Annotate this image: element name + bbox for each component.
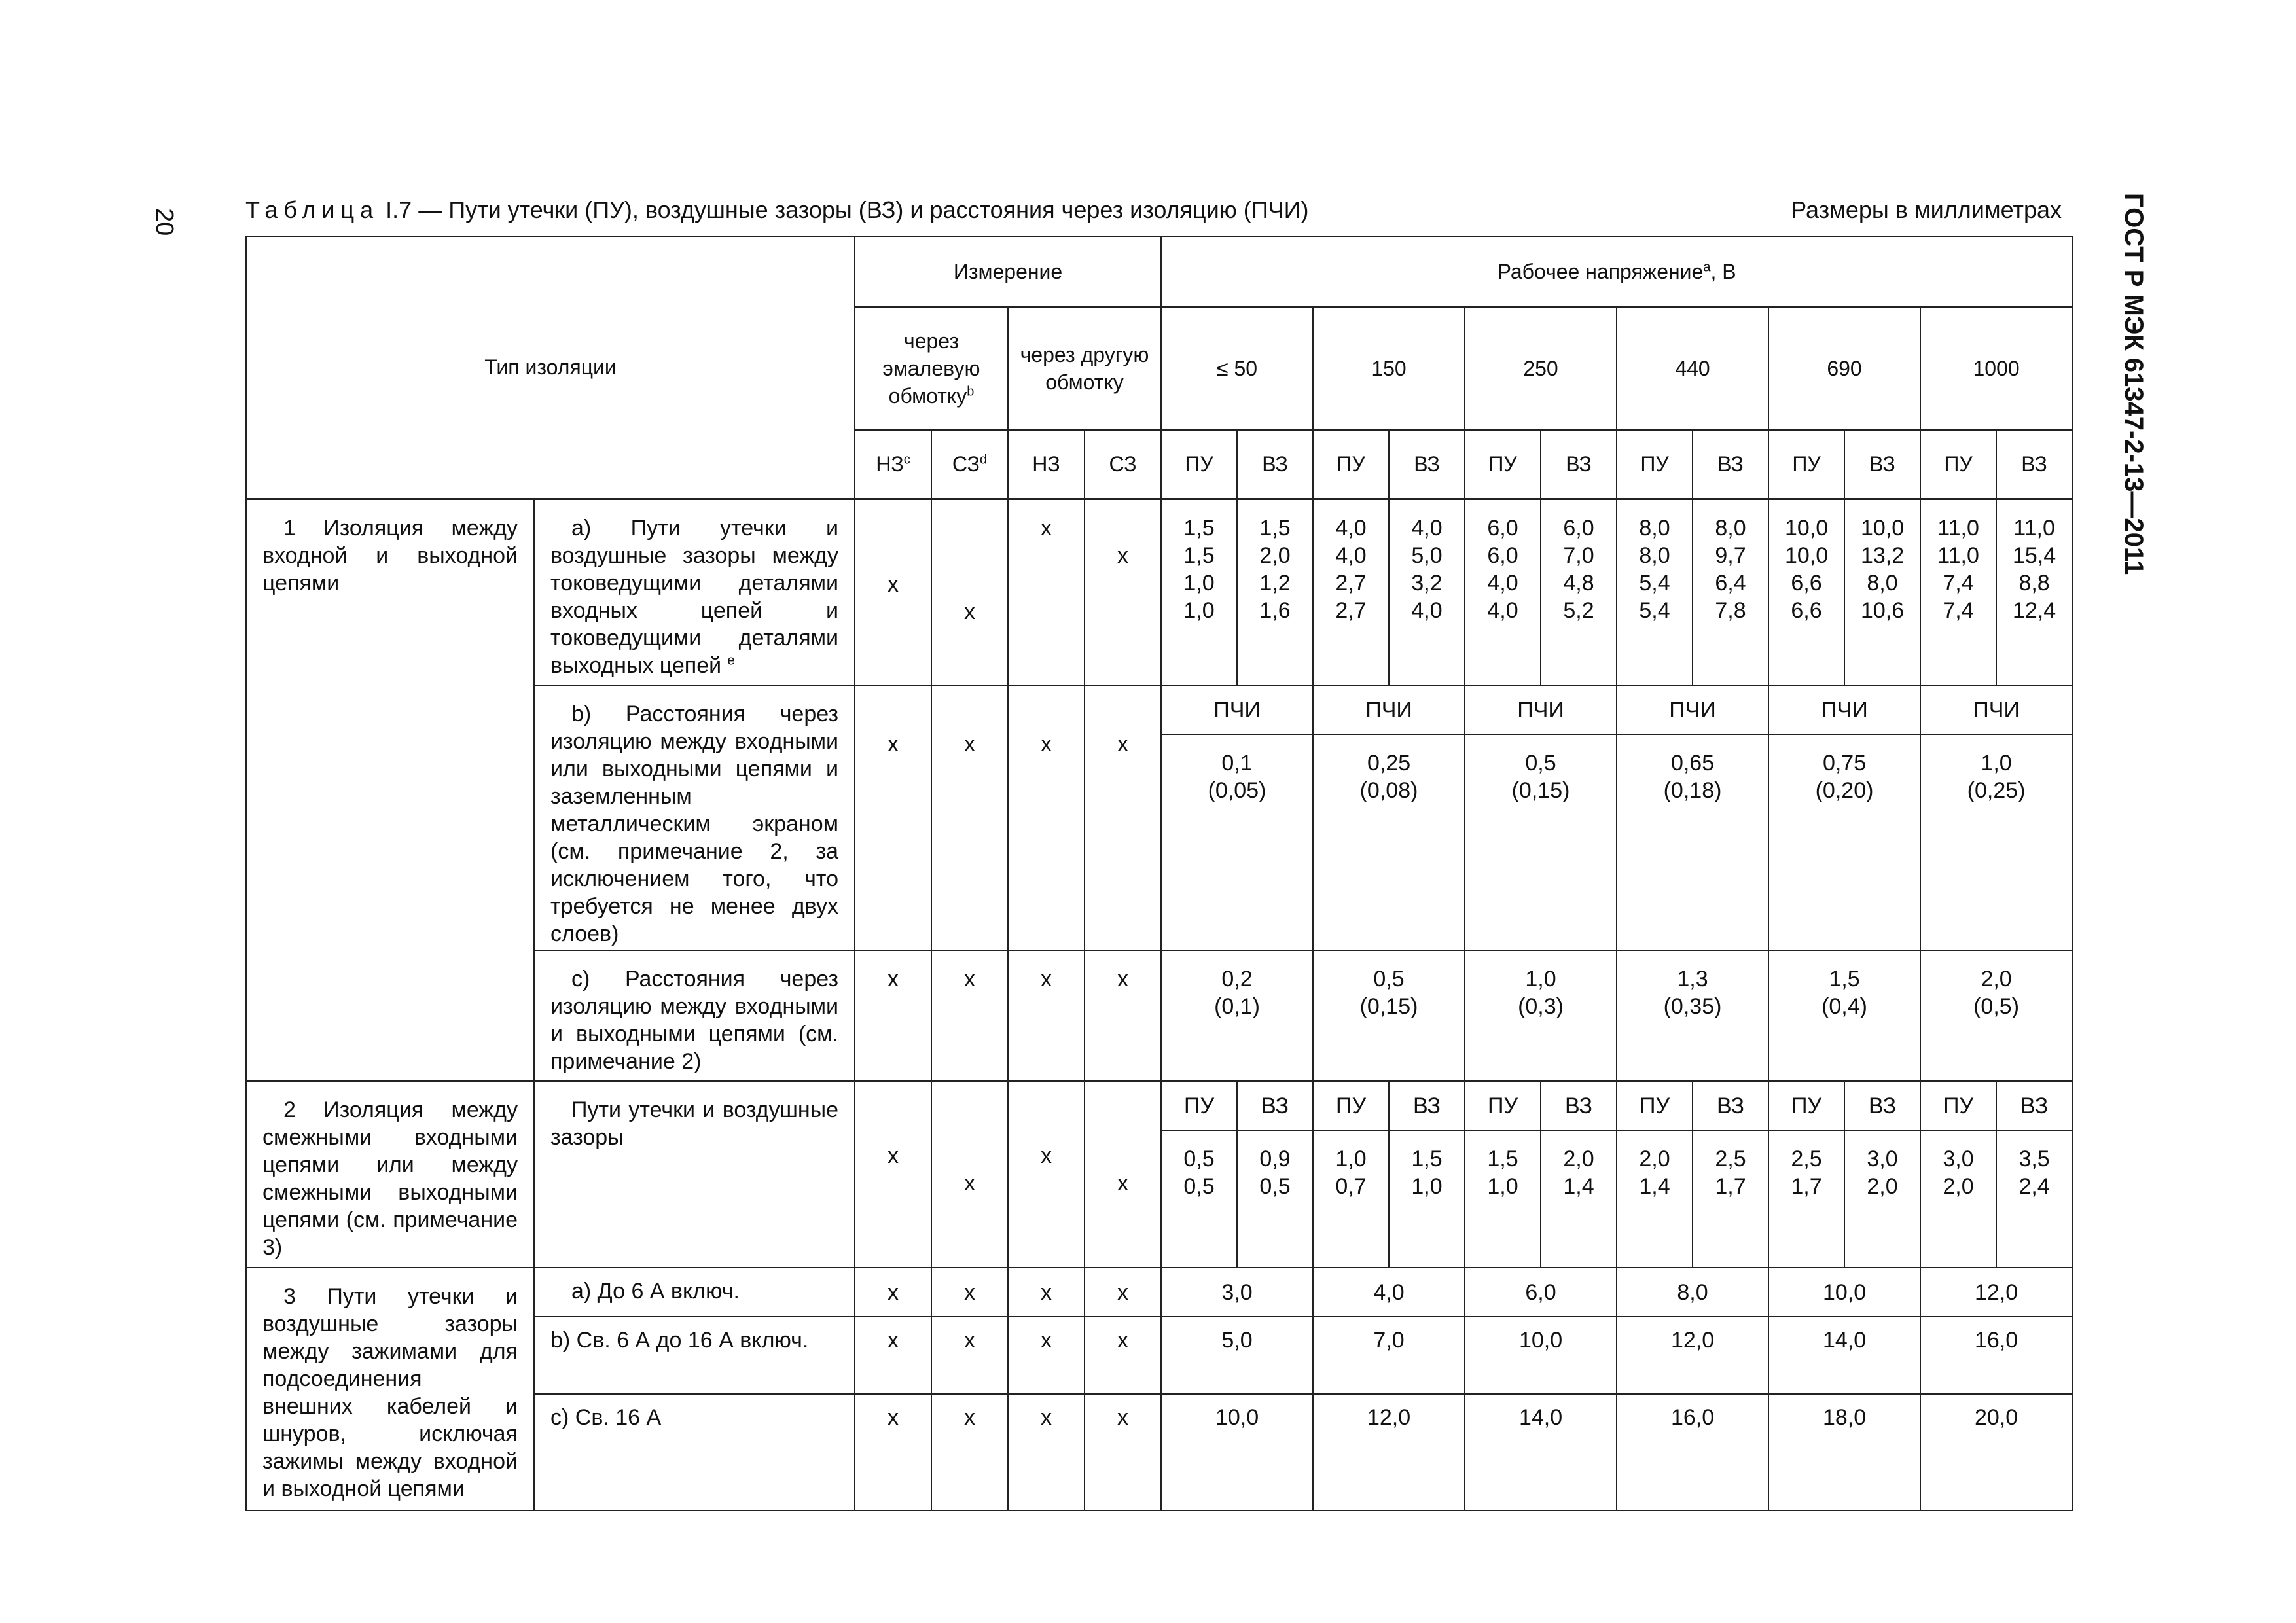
table-caption [245, 196, 1309, 224]
mark-cell: x [855, 685, 931, 950]
value-cell: 10,0 [1768, 1268, 1920, 1317]
pchi-header: ПЧИ [1313, 685, 1465, 734]
pchi-header: ПЧИ [1920, 685, 2072, 734]
value-cell: 14,0 [1768, 1317, 1920, 1394]
row-1a-label [534, 499, 855, 685]
header-nz [855, 430, 931, 499]
mark-cell: x [1085, 1317, 1161, 1394]
header-enamel-winding [855, 307, 1008, 430]
header-other-winding: через другую обмотку [1008, 307, 1161, 430]
mark-cell: x [931, 685, 1008, 950]
clearance-table [245, 236, 2073, 1511]
mark-cell: x [931, 1394, 1008, 1510]
value-cell: 2,5 1,7 [1768, 1130, 1844, 1268]
working-voltage-footnote: a [1703, 260, 1711, 275]
pchi-value: 0,1 (0,05) [1161, 734, 1313, 950]
header-voltage: 440 [1617, 307, 1768, 430]
pchi-header: ПЧИ [1465, 685, 1617, 734]
value-cell: 1,5 1,0 [1389, 1130, 1465, 1268]
value-cell: 0,9 0,5 [1237, 1130, 1313, 1268]
mark-cell: x [855, 950, 931, 1081]
header-vz: ВЗ [1389, 430, 1465, 499]
value-cell: 1,0 0,7 [1313, 1130, 1389, 1268]
mark-cell: x [1085, 1394, 1161, 1510]
table-caption-text: I.7 — Пути утечки (ПУ), воздушные зазоры (ВЗ) и расстояния через изоляцию (ПЧИ) [386, 196, 1309, 223]
row-group-3: 3 Пути утечки и воздушные зазоры между зажимами для подсоединения внешних кабелей и шнуров, исключая зажимы между входной и выходной цепями [246, 1268, 534, 1510]
header-vz: ВЗ [1237, 430, 1313, 499]
pchi-value: 1,5 (0,4) [1768, 950, 1920, 1081]
mark-cell: x [1008, 1394, 1085, 1510]
value-cell: 10,0 13,2 8,0 10,6 [1844, 499, 1920, 685]
enamel-winding-footnote: b [967, 384, 975, 399]
value-cell: 2,5 1,7 [1693, 1130, 1768, 1268]
pchi-value: 0,65 (0,18) [1617, 734, 1768, 950]
mark-cell: x [1085, 685, 1161, 950]
header-voltage: 250 [1465, 307, 1617, 430]
header-pu: ПУ [1617, 430, 1693, 499]
row-1a-footnote: e [727, 653, 735, 668]
pchi-header: ПЧИ [1161, 685, 1313, 734]
header-vz: ВЗ [1996, 1081, 2072, 1130]
mark-cell: x [931, 499, 1008, 685]
header-nz-other: НЗ [1008, 430, 1085, 499]
pchi-value: 0,2 (0,1) [1161, 950, 1313, 1081]
value-cell: 0,5 0,5 [1161, 1130, 1237, 1268]
units-note: Размеры в миллиметрах [1791, 196, 2062, 223]
value-cell: 3,0 2,0 [1920, 1130, 1996, 1268]
value-cell: 2,0 1,4 [1617, 1130, 1693, 1268]
pchi-value: 2,0 (0,5) [1920, 950, 2072, 1081]
mark-cell: x [1008, 499, 1085, 685]
pchi-header: ПЧИ [1617, 685, 1768, 734]
value-cell: 20,0 [1920, 1394, 2072, 1510]
value-cell: 4,0 5,0 3,2 4,0 [1389, 499, 1465, 685]
value-cell: 16,0 [1920, 1317, 2072, 1394]
value-cell: 10,0 10,0 6,6 6,6 [1768, 499, 1844, 685]
header-pu: ПУ [1768, 430, 1844, 499]
value-cell: 4,0 [1313, 1268, 1465, 1317]
mark-cell: x [1085, 950, 1161, 1081]
pchi-value: 1,0 (0,3) [1465, 950, 1617, 1081]
mark-cell: x [1008, 1081, 1085, 1268]
value-cell: 11,0 11,0 7,4 7,4 [1920, 499, 1996, 685]
row-group-2: 2 Изоляция между смежными входными цепями или между смежными выходными цепями (см. примечание 3) [246, 1081, 534, 1268]
row-1b-label: b) Расстояния через изоляцию между входными или выходными цепями и заземленным металлическим экраном (см. примечание 2, за исключением того, что требуется не менее двух слоев) [534, 685, 855, 950]
mark-cell: x [1008, 1268, 1085, 1317]
value-cell: 16,0 [1617, 1394, 1768, 1510]
value-cell: 1,5 1,5 1,0 1,0 [1161, 499, 1237, 685]
mark-cell: x [1085, 1081, 1161, 1268]
mark-cell: x [931, 1268, 1008, 1317]
header-pu: ПУ [1313, 1081, 1389, 1130]
value-cell: 7,0 [1313, 1317, 1465, 1394]
value-cell: 6,0 [1465, 1268, 1617, 1317]
row-1a-text: a) Пути утечки и воздушные зазоры между токоведущими деталями входных цепей и токоведущими деталями выходных цепей [550, 515, 838, 678]
standard-designation: ГОСТ Р МЭК 61347-2-13—2011 [2119, 193, 2148, 575]
pchi-header: ПЧИ [1768, 685, 1920, 734]
header-pu: ПУ [1920, 430, 1996, 499]
mark-cell: x [1085, 499, 1161, 685]
value-cell: 12,0 [1920, 1268, 2072, 1317]
header-measurement: Измерение [855, 236, 1161, 307]
value-cell: 2,0 1,4 [1541, 1130, 1617, 1268]
header-vz: ВЗ [1693, 1081, 1768, 1130]
row-group-1: 1 Изоляция между входной и выходной цепями [246, 499, 534, 1081]
mark-cell: x [855, 1268, 931, 1317]
value-cell: 8,0 [1617, 1268, 1768, 1317]
value-cell: 5,0 [1161, 1317, 1313, 1394]
pchi-value: 0,5 (0,15) [1313, 950, 1465, 1081]
mark-cell: x [1008, 685, 1085, 950]
header-pu: ПУ [1161, 430, 1237, 499]
header-voltage: 690 [1768, 307, 1920, 430]
table-caption-word: Таблица [245, 196, 380, 223]
value-cell: 18,0 [1768, 1394, 1920, 1510]
nz-label: НЗ [876, 452, 904, 476]
value-cell: 1,5 2,0 1,2 1,6 [1237, 499, 1313, 685]
pchi-value: 1,0 (0,25) [1920, 734, 2072, 950]
working-voltage-label: Рабочее напряжение [1497, 260, 1704, 283]
value-cell: 1,5 1,0 [1465, 1130, 1541, 1268]
mark-cell: x [931, 1081, 1008, 1268]
sz-footnote: d [979, 452, 988, 467]
header-sz [931, 430, 1008, 499]
header-pu: ПУ [1465, 1081, 1541, 1130]
header-voltage: 150 [1313, 307, 1465, 430]
mark-cell: x [855, 1394, 931, 1510]
header-pu: ПУ [1313, 430, 1389, 499]
enamel-winding-label: через эмалевую обмотку [882, 329, 980, 408]
page-number: 20 [151, 208, 178, 236]
value-cell: 14,0 [1465, 1394, 1617, 1510]
row-2-label: Пути утечки и воздушные зазоры [534, 1081, 855, 1268]
pchi-value: 0,25 (0,08) [1313, 734, 1465, 950]
mark-cell: x [1008, 1317, 1085, 1394]
header-pu: ПУ [1161, 1081, 1237, 1130]
value-cell: 11,0 15,4 8,8 12,4 [1996, 499, 2072, 685]
row-1c-label: c) Расстояния через изоляцию между входными и выходными цепями (см. примечание 2) [534, 950, 855, 1081]
row-3a-label: a) До 6 А включ. [534, 1268, 855, 1317]
header-insulation-type: Тип изоляции [246, 236, 855, 499]
mark-cell: x [1008, 950, 1085, 1081]
working-voltage-unit: , В [1710, 260, 1736, 283]
mark-cell: x [855, 1081, 931, 1268]
header-vz: ВЗ [1844, 1081, 1920, 1130]
header-sz-other: СЗ [1085, 430, 1161, 499]
pchi-value: 0,5 (0,15) [1465, 734, 1617, 950]
value-cell: 8,0 8,0 5,4 5,4 [1617, 499, 1693, 685]
row-3b-label: b) Св. 6 А до 16 А включ. [534, 1317, 855, 1394]
row-3c-label: c) Св. 16 А [534, 1394, 855, 1510]
value-cell: 3,0 2,0 [1844, 1130, 1920, 1268]
value-cell: 3,0 [1161, 1268, 1313, 1317]
header-vz: ВЗ [1844, 430, 1920, 499]
value-cell: 12,0 [1617, 1317, 1768, 1394]
value-cell: 6,0 7,0 4,8 5,2 [1541, 499, 1617, 685]
header-vz: ВЗ [1996, 430, 2072, 499]
sz-label: СЗ [952, 452, 980, 476]
mark-cell: x [855, 1317, 931, 1394]
mark-cell: x [931, 1317, 1008, 1394]
mark-cell: x [931, 950, 1008, 1081]
header-pu: ПУ [1768, 1081, 1844, 1130]
value-cell: 10,0 [1161, 1394, 1313, 1510]
pchi-value: 1,3 (0,35) [1617, 950, 1768, 1081]
value-cell: 8,0 9,7 6,4 7,8 [1693, 499, 1768, 685]
nz-footnote: c [903, 452, 910, 467]
header-voltage: ≤ 50 [1161, 307, 1313, 430]
value-cell: 10,0 [1465, 1317, 1617, 1394]
value-cell: 6,0 6,0 4,0 4,0 [1465, 499, 1541, 685]
header-vz: ВЗ [1237, 1081, 1313, 1130]
header-voltage: 1000 [1920, 307, 2072, 430]
header-pu: ПУ [1617, 1081, 1693, 1130]
value-cell: 4,0 4,0 2,7 2,7 [1313, 499, 1389, 685]
header-vz: ВЗ [1541, 1081, 1617, 1130]
header-working-voltage [1161, 236, 2072, 307]
mark-cell: x [855, 499, 931, 685]
header-vz: ВЗ [1389, 1081, 1465, 1130]
header-pu: ПУ [1920, 1081, 1996, 1130]
pchi-value: 0,75 (0,20) [1768, 734, 1920, 950]
header-vz: ВЗ [1541, 430, 1617, 499]
mark-cell: x [1085, 1268, 1161, 1317]
header-vz: ВЗ [1693, 430, 1768, 499]
header-pu: ПУ [1465, 430, 1541, 499]
value-cell: 12,0 [1313, 1394, 1465, 1510]
value-cell: 3,5 2,4 [1996, 1130, 2072, 1268]
